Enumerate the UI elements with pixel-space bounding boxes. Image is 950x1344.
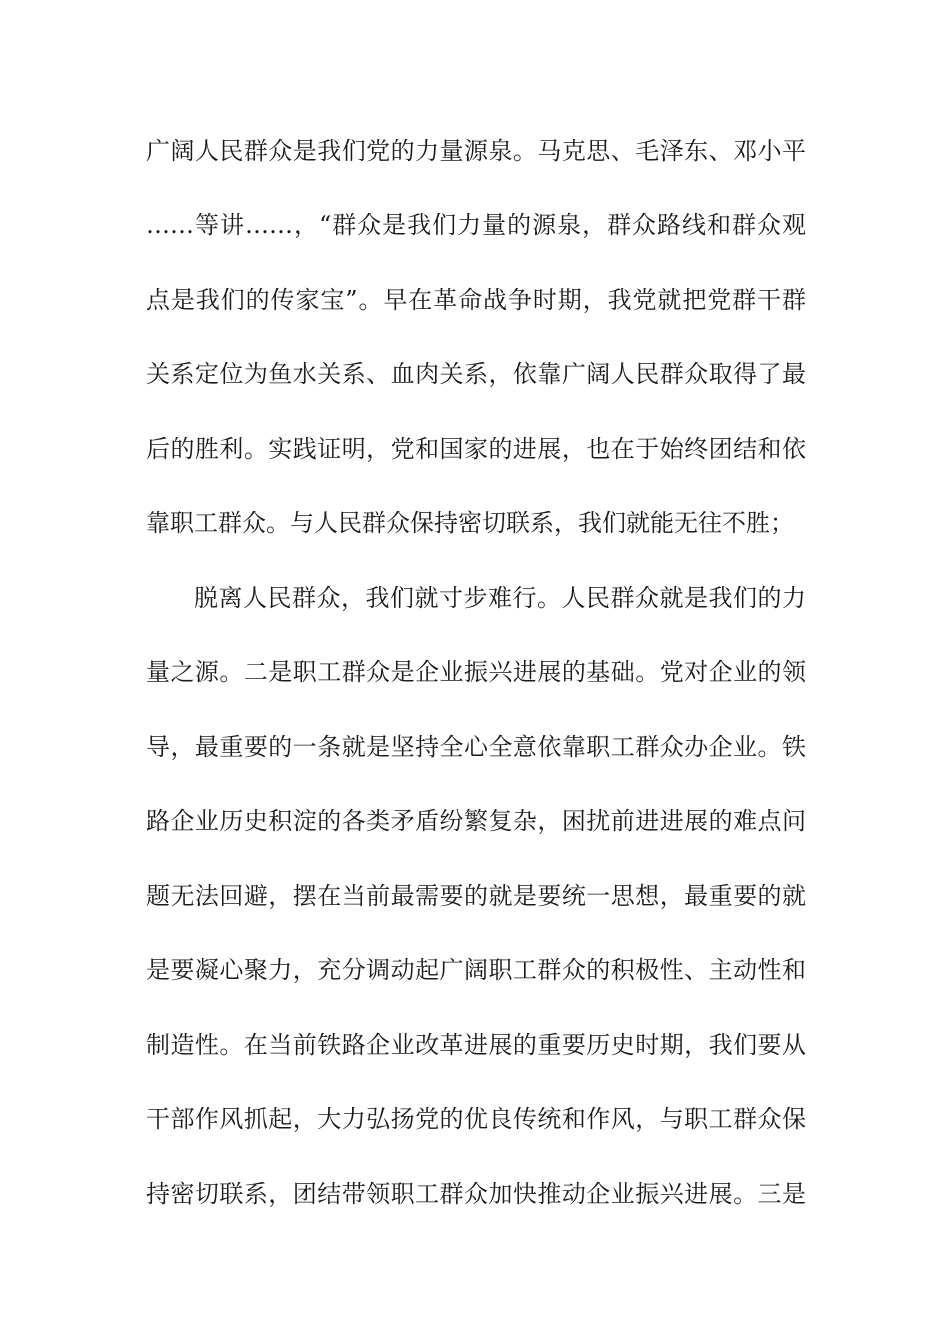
text-line: 干部作风抓起，大力弘扬党的优良传统和作风，与职工群众保: [146, 1105, 806, 1133]
text-line: 题无法回避，摆在当前最需要的就是要统一思想，最重要的就: [146, 882, 806, 910]
text-line: 量之源。二是职工群众是企业振兴进展的基础。党对企业的领: [146, 658, 806, 686]
text-line: 路企业历史积淀的各类矛盾纷繁复杂，困扰前进进展的难点问: [146, 807, 806, 835]
text-line: 广阔人民群众是我们党的力量源泉。马克思、毛泽东、邓小平: [146, 137, 806, 165]
paragraph-first-line: 脱离人民群众，我们就寸步难行。人民群众就是我们的力: [194, 584, 806, 612]
text-line: 点是我们的传家宝”。早在革命战争时期，我党就把党群干群: [146, 286, 806, 314]
text-line: 后的胜利。实践证明，党和国家的进展，也在于始终团结和依: [146, 435, 806, 463]
text-line: 靠职工群众。与人民群众保持密切联系，我们就能无往不胜；: [146, 509, 794, 537]
text-line: 导，最重要的一条就是坚持全心全意依靠职工群众办企业。铁: [146, 733, 806, 761]
text-line: 是要凝心聚力，充分调动起广阔职工群众的积极性、主动性和: [146, 956, 806, 984]
text-line: 持密切联系，团结带领职工群众加快推动企业振兴进展。三是: [146, 1180, 806, 1208]
text-line: 关系定位为鱼水关系、血肉关系，依靠广阔人民群众取得了最: [146, 360, 806, 388]
text-line: ……等讲……，“群众是我们力量的源泉，群众路线和群众观: [146, 211, 806, 239]
text-line: 制造性。在当前铁路企业改革进展的重要历史时期，我们要从: [146, 1031, 806, 1059]
